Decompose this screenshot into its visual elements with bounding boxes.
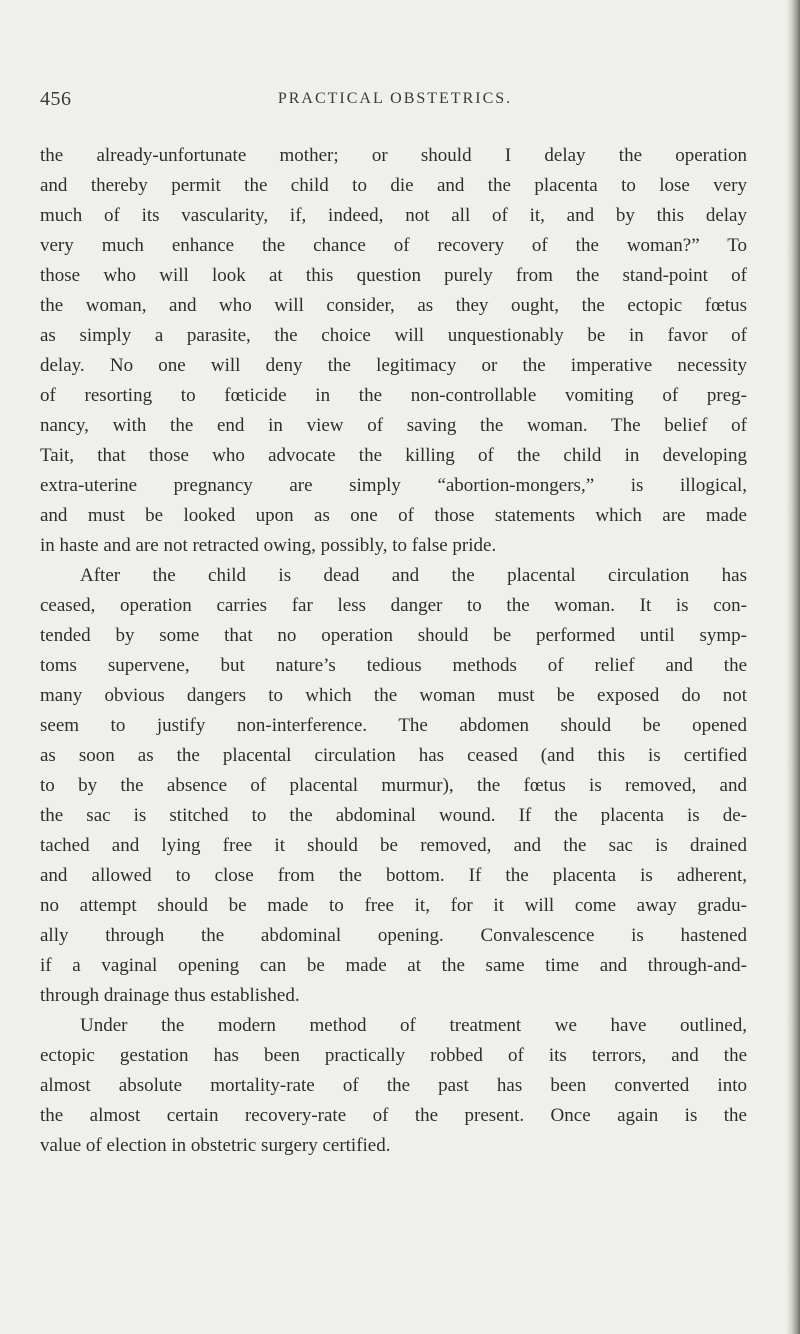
text-line: the woman, and who will consider, as they ought, the ectopic fœtus <box>40 295 747 316</box>
text-line: ceased, operation carries far less danger to the woman. It is con- <box>40 595 747 616</box>
text-line: tached and lying free it should be removed, and the sac is drained <box>40 835 747 856</box>
text-line: toms supervene, but nature’s tedious methods of relief and the <box>40 655 747 676</box>
text-line: and must be looked upon as one of those statements which are made <box>40 505 747 526</box>
text-line: ectopic gestation has been practically robbed of its terrors, and the <box>40 1045 747 1066</box>
text-line: almost absolute mortality-rate of the past has been converted into <box>40 1075 747 1096</box>
text-line: ally through the abdominal opening. Convalescence is hastened <box>40 925 747 946</box>
text-line: very much enhance the chance of recovery of the woman?” To <box>40 235 747 256</box>
text-line: in haste and are not retracted owing, possibly, to false pride. <box>40 535 497 556</box>
text-line: many obvious dangers to which the woman must be exposed do not <box>40 685 747 706</box>
text-line: value of election in obstetric surgery certified. <box>40 1135 391 1156</box>
text-line: much of its vascularity, if, indeed, not all of it, and by this delay <box>40 205 747 226</box>
text-line: Under the modern method of treatment we have outlined, <box>80 1015 747 1036</box>
page-header <box>40 88 750 114</box>
text-line: Tait, that those who advocate the killing of the child in developing <box>40 445 747 466</box>
text-line: as simply a parasite, the choice will unquestionably be in favor of <box>40 325 747 346</box>
text-line: through drainage thus established. <box>40 985 300 1006</box>
text-line: After the child is dead and the placental circulation has <box>80 565 747 586</box>
page-edge-shadow <box>786 0 800 1334</box>
text-line: of resorting to fœticide in the non-controllable vomiting of preg- <box>40 385 747 406</box>
text-line: the almost certain recovery-rate of the present. Once again is the <box>40 1105 747 1126</box>
text-line: delay. No one will deny the legitimacy or the imperative necessity <box>40 355 747 376</box>
text-line: seem to justify non-interference. The abdomen should be opened <box>40 715 747 736</box>
body-text <box>40 141 747 1161</box>
text-line: no attempt should be made to free it, for it will come away gradu- <box>40 895 747 916</box>
text-line: to by the absence of placental murmur), the fœtus is removed, and <box>40 775 747 796</box>
running-head: PRACTICAL OBSTETRICS. <box>277 90 513 107</box>
text-line: nancy, with the end in view of saving the woman. The belief of <box>40 415 747 436</box>
page-number: 456 <box>40 88 72 110</box>
text-line: tended by some that no operation should be performed until symp- <box>40 625 747 646</box>
text-line: as soon as the placental circulation has ceased (and this is certified <box>40 745 747 766</box>
text-line: the sac is stitched to the abdominal wound. If the placenta is de- <box>40 805 747 826</box>
text-line: if a vaginal opening can be made at the same time and through-and- <box>40 955 747 976</box>
text-line: and allowed to close from the bottom. If the placenta is adherent, <box>40 865 747 886</box>
text-line: extra-uterine pregnancy are simply “abortion-mongers,” is illogical, <box>40 475 747 496</box>
text-line: and thereby permit the child to die and the placenta to lose very <box>40 175 747 196</box>
text-line: those who will look at this question purely from the stand-point of <box>40 265 747 286</box>
text-line: the already-unfortunate mother; or should I delay the operation <box>40 145 747 166</box>
